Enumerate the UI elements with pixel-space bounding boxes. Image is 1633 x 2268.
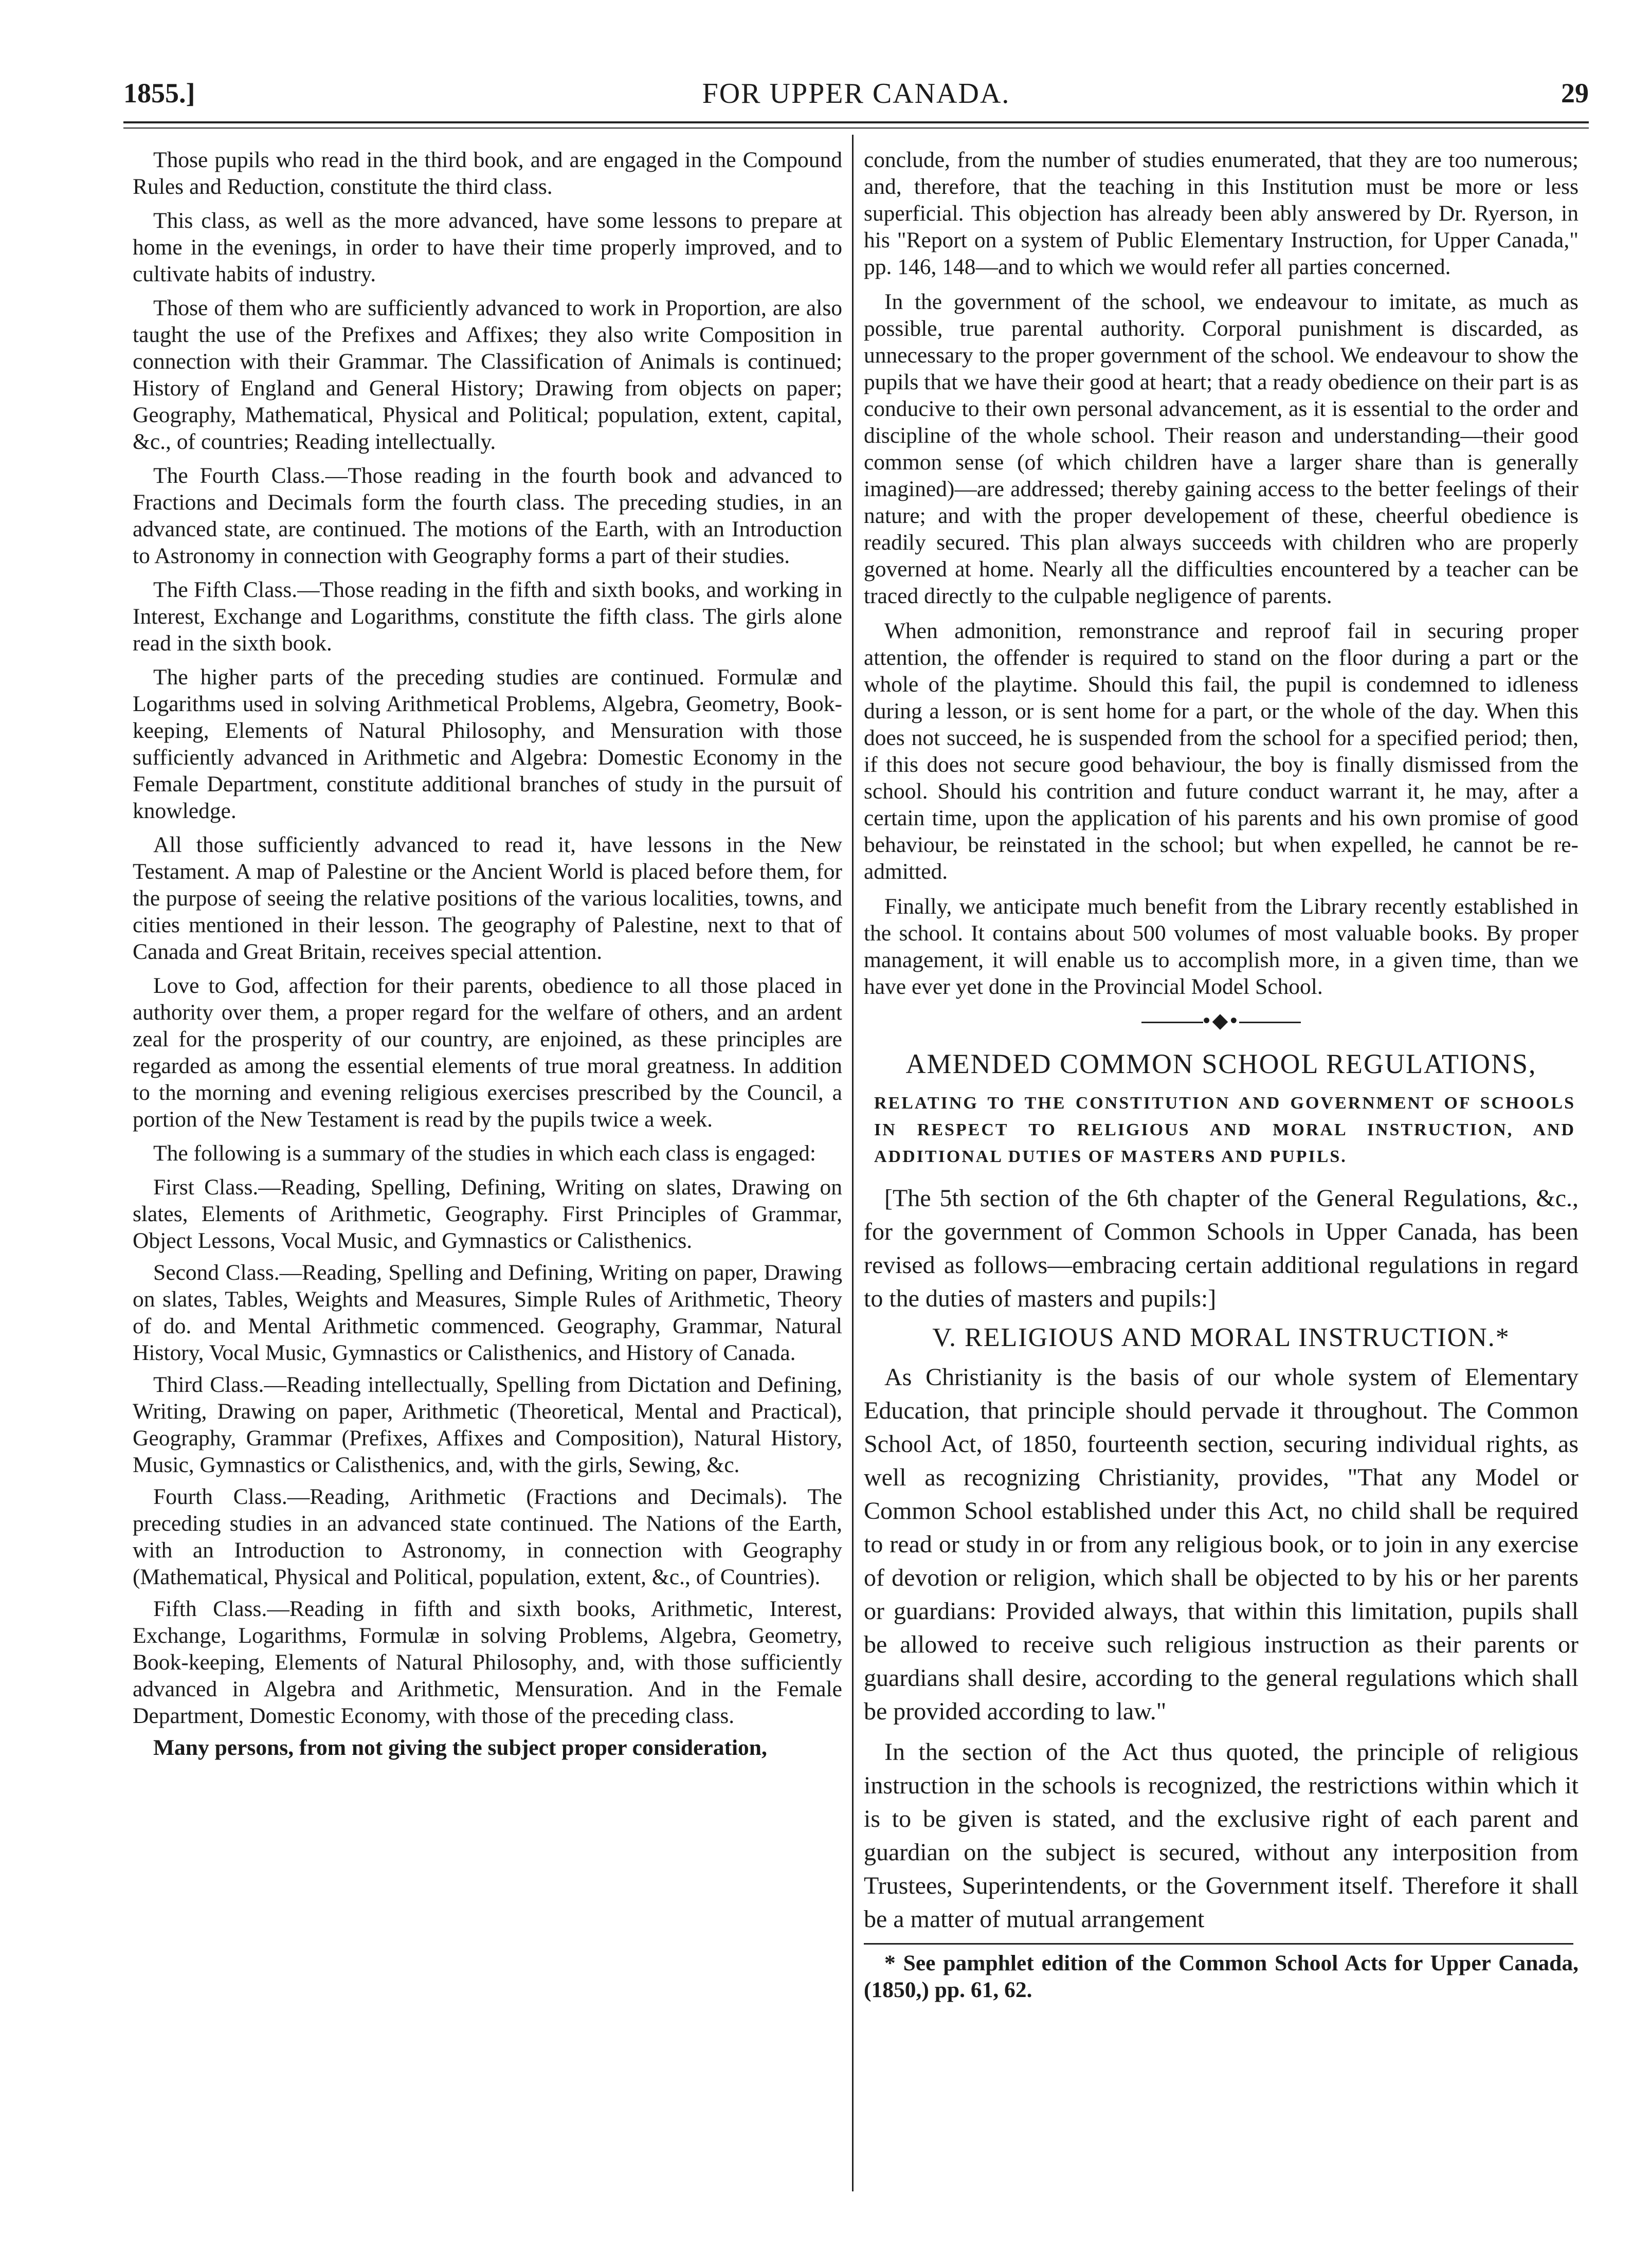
paragraph: Love to God, affection for their parents, obedience to all those placed in authority over them, a proper regard for the welfare of others, and an ardent zeal for the prosperity of our country, are enjoined, as these principles are regarded as among the essential elements of true moral greatness. In addition to the morning and evening religious exercises prescribed by the Council, a portion of the New Testament is read by the pupils twice a week.	[133, 973, 842, 1132]
bracket-note: [The 5th section of the 6th chapter of the General Regulations, &c., for the government of Common Schools in Upper Canada, has been revised as follows—embracing certain additional regulations in regard to the duties of masters and pupils:]	[864, 1185, 1578, 1312]
header-title: FOR UPPER CANADA.	[702, 78, 1010, 110]
page-number: 29	[1561, 78, 1589, 108]
paragraph: The following is a summary of the studies in which each class is engaged:	[153, 1141, 816, 1166]
summary-fourth-class: Fourth Class.—Reading, Arithmetic (Fractions and Decimals). The preceding studies in an advanced state continued. The Nations of the Earth, with an Introduction to Astronomy, in connection with Geography (Mathematical, Physical and Political, population, extent, &c., of Countries).	[133, 1484, 842, 1589]
paragraph: Those of them who are sufficiently advanced to work in Proportion, are also taught the use of the Prefixes and Affixes; they also write Composition in connection with their Grammar. The Classification of Animals is continued; History of England and General History; Drawing from objects on paper; Geography, Mathematical, Physical and Political; population, extent, capital, &c., of countries; Reading intellectually.	[133, 296, 842, 454]
paragraph: Finally, we anticipate much benefit from the Library recently established in the school. It contains about 500 volumes of most valuable books. By proper management, it will enable us to accomplish more, in a given time, than we have ever yet done in the Provincial Model School.	[864, 894, 1578, 999]
header-year: 1855.]	[123, 78, 195, 108]
paragraph: In the section of the Act thus quoted, the principle of religious instruction in the schools is recognized, the restrictions within which it is to be given is stated, and the exclusive right of each parent and guardian on the subject is secured, without any interposition from Trustees, Superintendents, or the Government itself. Therefore it shall be a matter of mutual arrangement	[864, 1738, 1578, 1933]
column-divider	[852, 135, 854, 2191]
paragraph: The Fifth Class.—Those reading in the fifth and sixth books, and working in Interest, Exchange and Logarithms, constitute the fifth class. The girls alone read in the sixth book.	[133, 577, 842, 656]
footnote: * See pamphlet edition of the Common School Acts for Upper Canada, (1850,) pp. 61, 62.	[864, 1951, 1578, 2002]
summary-second-class: Second Class.—Reading, Spelling and Defining, Writing on paper, Drawing on slates, Tables, Weights and Measures, Simple Rules of Arithmetic, Theory of do. and Mental Arithmetic commenced. Geography, Grammar, Natural History, Vocal Music, Gymnastics or Calisthenics, and History of Canada.	[133, 1260, 842, 1365]
section-ornament: •◆•	[864, 1008, 1578, 1032]
paragraph: The Fourth Class.—Those reading in the fourth book and advanced to Fractions and Decimals form the fourth class. The preceding studies, in an advanced state, are continued. The motions of the Earth, with an Introduction to Astronomy in connection with Geography forms a part of their studies.	[133, 463, 842, 568]
footnote-rule	[864, 1943, 1573, 1945]
paragraph: In the government of the school, we endeavour to imitate, as much as possible, true parental authority. Corporal punishment is discarded, as unnecessary to the proper government of the school. We endeavour to show the pupils that we have their good at heart; that a ready obedience on their part is as conducive to their own personal advancement, as it is essential to the order and discipline of the whole school. Their reason and understanding—their good common sense (of which children have a larger share than is generally imagined)—are addressed; thereby gaining access to the better feelings of their nature; and with the proper developement of these, cheerful obedience is readily secured. This plan always succeeds with children who are properly governed at home. Nearly all the difficulties encountered by a teacher can be traced directly to the culpable negligence of parents.	[864, 289, 1578, 608]
right-column	[864, 147, 1578, 2011]
page-header	[123, 77, 1589, 118]
paragraph: When admonition, remonstrance and reproof fail in securing proper attention, the offender is required to stand on the floor during a part or the whole of the playtime. Should this fail, the pupil is condemned to idleness during a lesson, or is sent home for a part, or the whole of the day. When this does not succeed, he is suspended from the school for a specified period; then, if this does not secure good behaviour, the boy is finally dismissed from the school. Should his contrition and future conduct warrant it, he may, after a certain time, upon the application of his parents and his own promise of good behaviour, be reinstated in the school; but when expelled, he cannot be re-admitted.	[864, 619, 1578, 884]
paragraph: All those sufficiently advanced to read it, have lessons in the New Testament. A map of Palestine or the Ancient World is placed before them, for the purpose of seeing the relative positions of the various localities, towns, and cities mentioned in their lesson. The geography of Palestine, next to that of Canada and Great Britain, receives special attention.	[133, 832, 842, 964]
section-subtitle: RELATING TO THE CONSTITUTION AND GOVERNMENT OF SCHOOLS IN RESPECT TO RELIGIOUS AND MORAL INSTRUCTION, AND ADDITIONAL DUTIES OF MASTERS AND PUPILS.	[874, 1094, 1575, 1166]
paragraph: This class, as well as the more advanced, have some lessons to prepare at home in the evenings, in order to have their time properly improved, and to cultivate habits of industry.	[133, 208, 842, 286]
paragraph: Those pupils who read in the third book, and are engaged in the Compound Rules and Reduction, constitute the third class.	[133, 148, 842, 199]
subheading: V. RELIGIOUS AND MORAL INSTRUCTION.*	[932, 1323, 1510, 1352]
header-rule	[123, 121, 1589, 123]
paragraph: The higher parts of the preceding studies are continued. Formulæ and Logarithms used in solving Arithmetical Problems, Algebra, Geometry, Book-keeping, Elements of Natural Philosophy, and Mensuration with those sufficiently advanced in Arithmetic and Algebra: Domestic Economy in the Female Department, constitute additional branches of study in the pursuit of knowledge.	[133, 665, 842, 823]
paragraph: conclude, from the number of studies enumerated, that they are too numerous; and, therefore, that the teaching in this Institution must be more or less superficial. This objection has already been ably answered by Dr. Ryerson, in his "Report on a system of Public Elementary Instruction, for Upper Canada," pp. 146, 148—and to which we would refer all parties concerned.	[864, 148, 1578, 279]
paragraph: Many persons, from not giving the subject proper consideration,	[153, 1735, 767, 1760]
header-rule-thin	[123, 128, 1589, 129]
paragraph: As Christianity is the basis of our whole system of Elementary Education, that principle should pervade it throughout. The Common School Act, of 1850, fourteenth section, securing individual rights, as well as recognizing Christianity, provides, "That any Model or Common School established under this Act, no child shall be required to read or study in or from any religious book, or to join in any exercise of devotion or religion, which shall be objected to by his or her parents or guardians: Provided always, that within this limitation, pupils shall be allowed to receive such religious instruction as their parents or guardians shall desire, according to the general regulations which shall be provided according to law."	[864, 1364, 1578, 1725]
section-title: AMENDED COMMON SCHOOL REGULATIONS,	[905, 1048, 1537, 1079]
left-column	[133, 147, 842, 1768]
summary-third-class: Third Class.—Reading intellectually, Spelling from Dictation and Defining, Writing, Drawing on paper, Arithmetic (Theoretical, Mental and Practical), Geography, Grammar (Prefixes, Affixes and Composition), Natural History, Music, Gymnastics or Calisthenics, and, with the girls, Sewing, &c.	[133, 1372, 842, 1477]
summary-fifth-class: Fifth Class.—Reading in fifth and sixth books, Arithmetic, Interest, Exchange, Logarithms, Formulæ in solving Problems, Algebra, Geometry, Book-keeping, Elements of Natural Philosophy, and, with those sufficiently advanced in Algebra and Arithmetic, Mensuration. And in the Female Department, Domestic Economy, with those of the preceding class.	[133, 1596, 842, 1728]
summary-first-class: First Class.—Reading, Spelling, Defining, Writing on slates, Drawing on slates, Elements of Arithmetic, Geography. First Principles of Grammar, Object Lessons, Vocal Music, and Gymnastics or Calisthenics.	[133, 1175, 842, 1253]
